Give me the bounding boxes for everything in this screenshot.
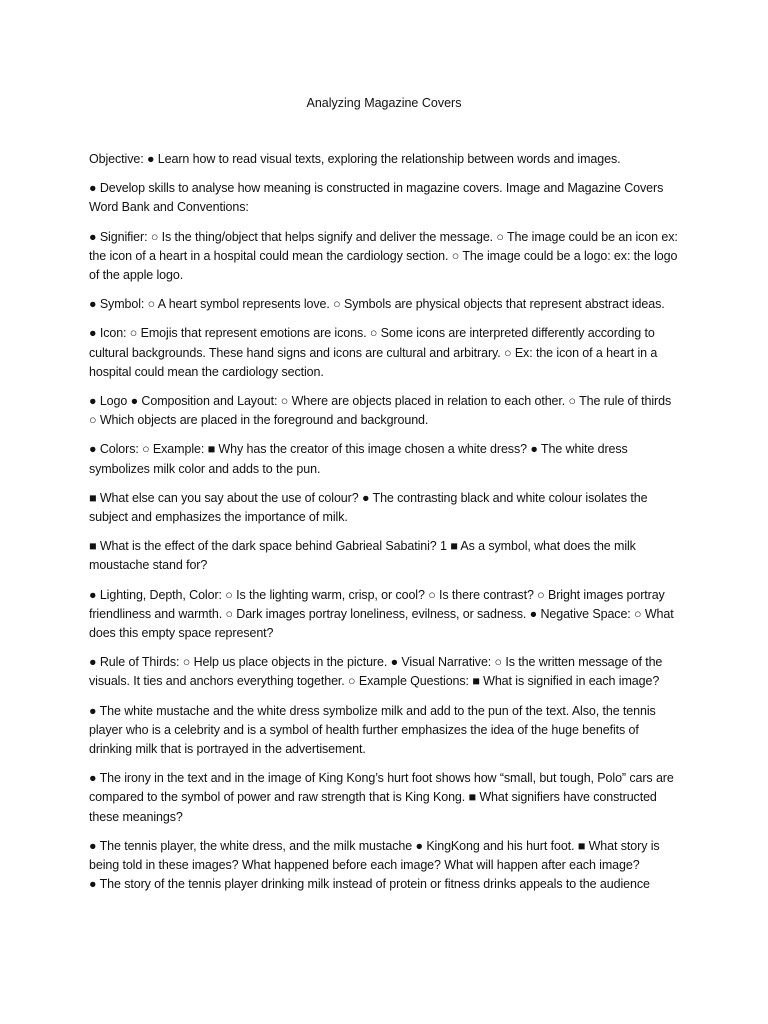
paragraph-white-mustache: ● The white mustache and the white dress symbolize milk and add to the pun of the text. Also, the tennis player who is a celebrity and is a symbol of health further emphasizes the idea of the huge benefits of drinking milk that is portrayed in the advertisement.: [89, 703, 656, 757]
document-title: Analyzing Magazine Covers: [306, 96, 462, 110]
paragraph-irony: ● The irony in the text and in the image of King Kong’s hurt foot shows how “small, but tough, Polo” cars are compared to the symbol of power and raw strength that is King Kong. ■ What signifiers have constructed these meanings?: [89, 771, 674, 824]
paragraph-colors: ● Colors: ○ Example: ■ Why has the creator of this image chosen a white dress? ● The white dress symbolizes milk color and adds to the pun.: [89, 442, 628, 476]
paragraph-use-of-colour: ■ What else can you say about the use of colour? ● The contrasting black and white colour isolates the subject and emphasizes the importance of milk.: [89, 490, 648, 525]
paragraph-rule-of-thirds: ● Rule of Thirds: ○ Help us place objects in the picture. ● Visual Narrative: ○ Is the written message of the visuals. It ties and anchors everything together. ○ Example Questions: ■ What is signified in each image?: [89, 655, 663, 689]
paragraph-story: ● The story of the tennis player drinking milk instead of protein or fitness drinks appeals to the audience: [89, 877, 650, 892]
paragraph-develop-skills: ● Develop skills to analyse how meaning is constructed in magazine covers. Image and Magazine Covers Word Bank and Conventions:: [89, 181, 664, 215]
document-body: [89, 150, 681, 905]
paragraph-signifier: ● Signifier: ○ Is the thing/object that helps signify and deliver the message. ○ The image could be an icon ex: the icon of a heart in a hospital could mean the cardiology section. ○ The image could be a logo: ex: the logo of the apple logo.: [89, 229, 678, 283]
paragraph-icon: ● Icon: ○ Emojis that represent emotions are icons. ○ Some icons are interpreted differently according to cultural backgrounds. These hand signs and icons are cultural and arbitrary. ○ Ex: the icon of a heart in a hospital could mean the cardiology section.: [89, 326, 658, 379]
paragraph-objective: Objective: ● Learn how to read visual texts, exploring the relationship between words and images.: [89, 152, 621, 166]
paragraph-lighting: ● Lighting, Depth, Color: ○ Is the lighting warm, crisp, or cool? ○ Is there contrast? ○ Bright images portray friendliness and warmth. ○ Dark images portray loneliness, evilness, or sadness. ● Negative Space: ○ What does this empty space represent?: [89, 587, 674, 641]
paragraph-symbol: ● Symbol: ○ A heart symbol represents love. ○ Symbols are physical objects that represent abstract ideas.: [89, 297, 665, 312]
paragraph-dark-space: ■ What is the effect of the dark space behind Gabrieal Sabatini? 1 ■ As a symbol, what does the milk moustache stand for?: [89, 539, 636, 573]
paragraph-logo-composition: ● Logo ● Composition and Layout: ○ Where are objects placed in relation to each other. ○ The rule of thirds ○ Which objects are placed in the foreground and background.: [89, 394, 672, 428]
paragraph-tennis-player: ● The tennis player, the white dress, and the milk mustache ● KingKong and his hurt foot. ■ What story is being told in these images? What happened before each image? What will happen after each image?: [89, 838, 660, 873]
